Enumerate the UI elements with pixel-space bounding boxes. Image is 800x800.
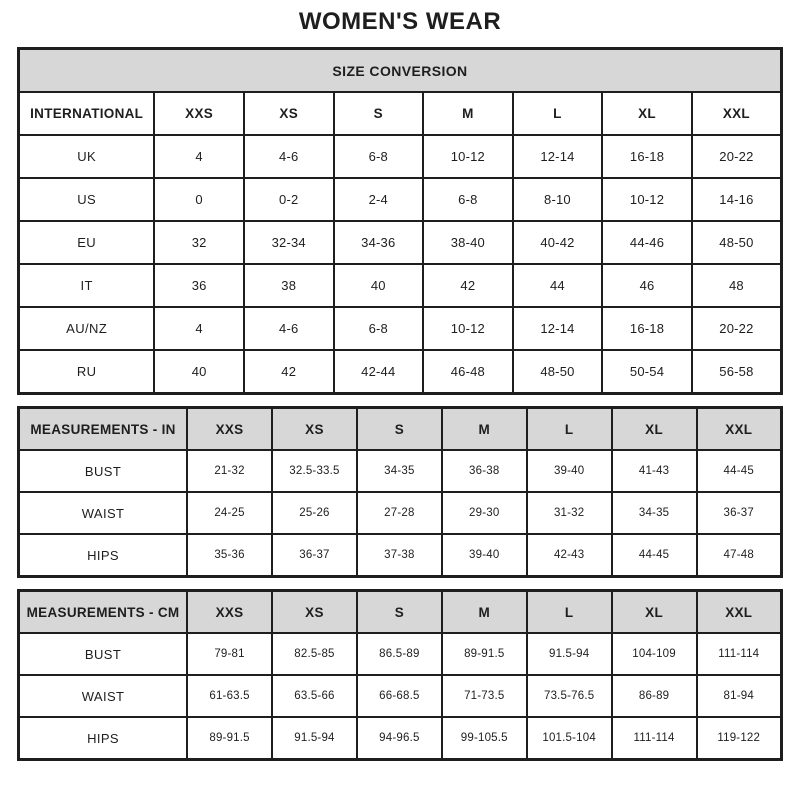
value-cell: 0-2 (244, 178, 334, 221)
row-label: WAIST (19, 492, 188, 534)
size-column-header: S (357, 408, 442, 451)
value-cell: 50-54 (602, 350, 692, 394)
table-row (19, 492, 782, 534)
value-cell: 73.5-76.5 (527, 675, 612, 717)
size-column-header: XS (272, 591, 357, 634)
value-cell: 10-12 (602, 178, 692, 221)
row-label: BUST (19, 450, 188, 492)
value-cell: 41-43 (612, 450, 697, 492)
value-cell: 81-94 (697, 675, 782, 717)
value-cell: 4-6 (244, 307, 334, 350)
table-row (19, 350, 782, 394)
value-cell: 39-40 (527, 450, 612, 492)
value-cell: 10-12 (423, 307, 513, 350)
table-row (19, 675, 782, 717)
measurements-in-body (19, 450, 782, 577)
size-chart-page (17, 0, 783, 761)
size-column-header: XS (272, 408, 357, 451)
size-column-header: S (334, 92, 424, 135)
value-cell: 4 (154, 135, 244, 178)
size-column-header: XXL (692, 92, 782, 135)
value-cell: 31-32 (527, 492, 612, 534)
value-cell: 8-10 (513, 178, 603, 221)
measurements-in-header-row (19, 408, 782, 451)
row-label: WAIST (19, 675, 188, 717)
value-cell: 34-36 (334, 221, 424, 264)
value-cell: 47-48 (697, 534, 782, 577)
value-cell: 86-89 (612, 675, 697, 717)
value-cell: 66-68.5 (357, 675, 442, 717)
table-row (19, 717, 782, 760)
row-label: HIPS (19, 717, 188, 760)
value-cell: 94-96.5 (357, 717, 442, 760)
row-label: US (19, 178, 155, 221)
value-cell: 44 (513, 264, 603, 307)
value-cell: 29-30 (442, 492, 527, 534)
value-cell: 82.5-85 (272, 633, 357, 675)
value-cell: 32-34 (244, 221, 334, 264)
size-column-header: M (423, 92, 513, 135)
value-cell: 36-37 (697, 492, 782, 534)
value-cell: 101.5-104 (527, 717, 612, 760)
size-column-header: XS (244, 92, 334, 135)
value-cell: 12-14 (513, 307, 603, 350)
measurements-cm-header-row (19, 591, 782, 634)
table-row (19, 221, 782, 264)
row-label: AU/NZ (19, 307, 155, 350)
row-label: EU (19, 221, 155, 264)
size-conversion-banner-row (19, 49, 782, 93)
size-column-header: XL (602, 92, 692, 135)
table-row (19, 178, 782, 221)
value-cell: 38-40 (423, 221, 513, 264)
value-cell: 119-122 (697, 717, 782, 760)
measurements-in-table (17, 406, 783, 578)
value-cell: 42-44 (334, 350, 424, 394)
value-cell: 36-38 (442, 450, 527, 492)
row-label: BUST (19, 633, 188, 675)
value-cell: 12-14 (513, 135, 603, 178)
value-cell: 48 (692, 264, 782, 307)
size-column-header: XXL (697, 408, 782, 451)
value-cell: 89-91.5 (442, 633, 527, 675)
value-cell: 99-105.5 (442, 717, 527, 760)
value-cell: 32 (154, 221, 244, 264)
table-row (19, 450, 782, 492)
value-cell: 36 (154, 264, 244, 307)
value-cell: 16-18 (602, 307, 692, 350)
value-cell: 42 (244, 350, 334, 394)
value-cell: 42 (423, 264, 513, 307)
value-cell: 48-50 (692, 221, 782, 264)
value-cell: 86.5-89 (357, 633, 442, 675)
size-column-header: L (513, 92, 603, 135)
value-cell: 61-63.5 (187, 675, 272, 717)
value-cell: 24-25 (187, 492, 272, 534)
value-cell: 32.5-33.5 (272, 450, 357, 492)
value-cell: 44-45 (612, 534, 697, 577)
value-cell: 111-114 (697, 633, 782, 675)
table-row (19, 135, 782, 178)
size-column-header: XXL (697, 591, 782, 634)
size-conversion-table (17, 47, 783, 395)
size-conversion-header-row (19, 92, 782, 135)
value-cell: 40 (154, 350, 244, 394)
value-cell: 79-81 (187, 633, 272, 675)
size-conversion-body (19, 135, 782, 394)
value-cell: 4-6 (244, 135, 334, 178)
value-cell: 10-12 (423, 135, 513, 178)
value-cell: 34-35 (612, 492, 697, 534)
table-title-cell: INTERNATIONAL (19, 92, 155, 135)
value-cell: 16-18 (602, 135, 692, 178)
size-column-header: L (527, 591, 612, 634)
page-title: WOMEN'S WEAR (298, 8, 502, 35)
value-cell: 20-22 (692, 135, 782, 178)
value-cell: 104-109 (612, 633, 697, 675)
size-column-header: XL (612, 591, 697, 634)
value-cell: 56-58 (692, 350, 782, 394)
value-cell: 111-114 (612, 717, 697, 760)
value-cell: 91.5-94 (272, 717, 357, 760)
value-cell: 44-46 (602, 221, 692, 264)
row-label: UK (19, 135, 155, 178)
value-cell: 91.5-94 (527, 633, 612, 675)
size-column-header: L (527, 408, 612, 451)
size-column-header: XXS (187, 408, 272, 451)
value-cell: 46-48 (423, 350, 513, 394)
value-cell: 25-26 (272, 492, 357, 534)
value-cell: 20-22 (692, 307, 782, 350)
value-cell: 21-32 (187, 450, 272, 492)
value-cell: 38 (244, 264, 334, 307)
value-cell: 4 (154, 307, 244, 350)
table-title-cell: MEASUREMENTS - CM (19, 591, 188, 634)
table-row (19, 633, 782, 675)
value-cell: 2-4 (334, 178, 424, 221)
table-title-cell: MEASUREMENTS - IN (19, 408, 188, 451)
value-cell: 40-42 (513, 221, 603, 264)
value-cell: 42-43 (527, 534, 612, 577)
size-column-header: XL (612, 408, 697, 451)
value-cell: 48-50 (513, 350, 603, 394)
value-cell: 44-45 (697, 450, 782, 492)
table-row (19, 264, 782, 307)
size-column-header: XXS (154, 92, 244, 135)
value-cell: 37-38 (357, 534, 442, 577)
value-cell: 6-8 (334, 135, 424, 178)
row-label: RU (19, 350, 155, 394)
size-column-header: XXS (187, 591, 272, 634)
size-column-header: S (357, 591, 442, 634)
value-cell: 6-8 (334, 307, 424, 350)
value-cell: 34-35 (357, 450, 442, 492)
size-column-header: M (442, 408, 527, 451)
value-cell: 46 (602, 264, 692, 307)
size-column-header: M (442, 591, 527, 634)
value-cell: 63.5-66 (272, 675, 357, 717)
value-cell: 71-73.5 (442, 675, 527, 717)
row-label: IT (19, 264, 155, 307)
measurements-cm-table (17, 589, 783, 761)
value-cell: 0 (154, 178, 244, 221)
table-row (19, 307, 782, 350)
row-label: HIPS (19, 534, 188, 577)
value-cell: 89-91.5 (187, 717, 272, 760)
value-cell: 40 (334, 264, 424, 307)
value-cell: 39-40 (442, 534, 527, 577)
table-row (19, 534, 782, 577)
measurements-cm-body (19, 633, 782, 760)
value-cell: 6-8 (423, 178, 513, 221)
value-cell: 14-16 (692, 178, 782, 221)
value-cell: 27-28 (357, 492, 442, 534)
size-conversion-banner: SIZE CONVERSION (19, 49, 782, 93)
value-cell: 36-37 (272, 534, 357, 577)
value-cell: 35-36 (187, 534, 272, 577)
